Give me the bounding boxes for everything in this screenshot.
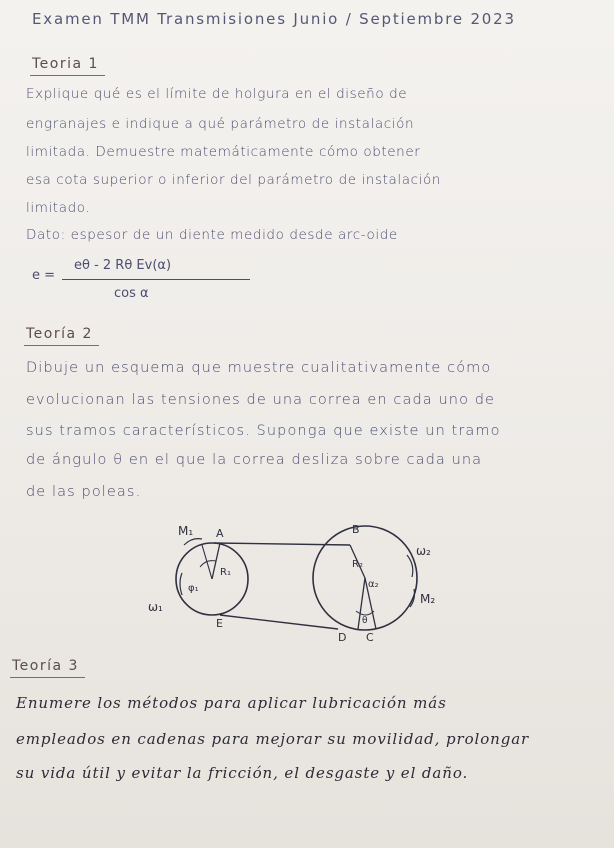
label-phi1: φ₁ bbox=[188, 583, 199, 594]
label-r2: R₂ bbox=[352, 559, 363, 570]
label-d: D bbox=[338, 631, 347, 644]
teoria-1-line: esa cota superior o inferior del parámetro de instalación bbox=[26, 172, 442, 188]
teoria-2-line: de las poleas. bbox=[26, 484, 142, 500]
belt-lower-span bbox=[220, 615, 338, 629]
teoria-3-line: empleados en cadenas para mejorar su movilidad, prolongar bbox=[16, 730, 530, 748]
teoria-3-underline bbox=[10, 677, 85, 678]
page-title: Examen TMM Transmisiones Junio / Septiembre 2023 bbox=[32, 10, 516, 28]
teoria-1-line: Explique qué es el límite de holgura en el diseño de bbox=[26, 86, 408, 102]
angle-theta-arc bbox=[356, 611, 374, 615]
label-m2: M₂ bbox=[420, 592, 436, 606]
teoria-2-underline bbox=[24, 345, 99, 346]
formula-fraction-bar bbox=[62, 279, 250, 280]
formula-numerator: eθ - 2 Rθ Ev(α) bbox=[74, 258, 172, 273]
omega1-arrow bbox=[180, 573, 182, 595]
label-b: B bbox=[352, 523, 360, 536]
teoria-1-underline bbox=[30, 75, 105, 76]
teoria-1-line: limitado. bbox=[26, 200, 91, 216]
teoria-2-heading-text: Teoría 2 bbox=[26, 326, 93, 342]
label-r1: R₁ bbox=[220, 567, 231, 578]
formula-lhs: e = bbox=[32, 268, 56, 283]
teoria-2-line: de ángulo θ en el que la correa desliza sobre cada una bbox=[26, 452, 483, 468]
teoria-1-dato: Dato: espesor de un diente medido desde arc-oide bbox=[26, 227, 398, 243]
tooth-thickness-formula bbox=[32, 258, 232, 308]
teoria-2-heading bbox=[26, 326, 93, 342]
teoria-1-heading bbox=[32, 56, 99, 72]
label-theta: θ bbox=[362, 616, 368, 626]
label-m1: M₁ bbox=[178, 524, 194, 538]
belt-upper-span bbox=[214, 543, 350, 545]
teoria-1-line: engranajes e indique a qué parámetro de instalación bbox=[26, 116, 415, 132]
teoria-3-heading bbox=[12, 658, 79, 674]
label-a: A bbox=[216, 527, 224, 540]
teoria-3-heading-text: Teoría 3 bbox=[12, 658, 79, 674]
teoria-3-line: su vida útil y evitar la fricción, el desgaste y el daño. bbox=[16, 764, 469, 782]
label-alpha2: α₂ bbox=[368, 579, 379, 590]
teoria-3-line: Enumere los métodos para aplicar lubricación más bbox=[16, 694, 447, 712]
belt-drive-diagram bbox=[140, 515, 460, 645]
moment-m1-arrow bbox=[184, 539, 202, 545]
teoria-2-line: Dibuje un esquema que muestre cualitativamente cómo bbox=[26, 360, 492, 376]
label-omega2: ω₂ bbox=[416, 544, 431, 558]
teoria-1-line: limitada. Demuestre matemáticamente cómo obtener bbox=[26, 144, 421, 160]
teoria-2-line: sus tramos característicos. Suponga que existe un tramo bbox=[26, 423, 501, 439]
label-omega1: ω₁ bbox=[148, 600, 163, 614]
label-e: E bbox=[216, 617, 223, 630]
formula-denominator: cos α bbox=[114, 286, 149, 301]
label-c: C bbox=[366, 631, 374, 644]
omega2-arrow bbox=[407, 555, 413, 577]
teoria-2-line: evolucionan las tensiones de una correa en cada uno de bbox=[26, 392, 496, 408]
teoria-1-heading-text: Teoria 1 bbox=[32, 56, 99, 72]
